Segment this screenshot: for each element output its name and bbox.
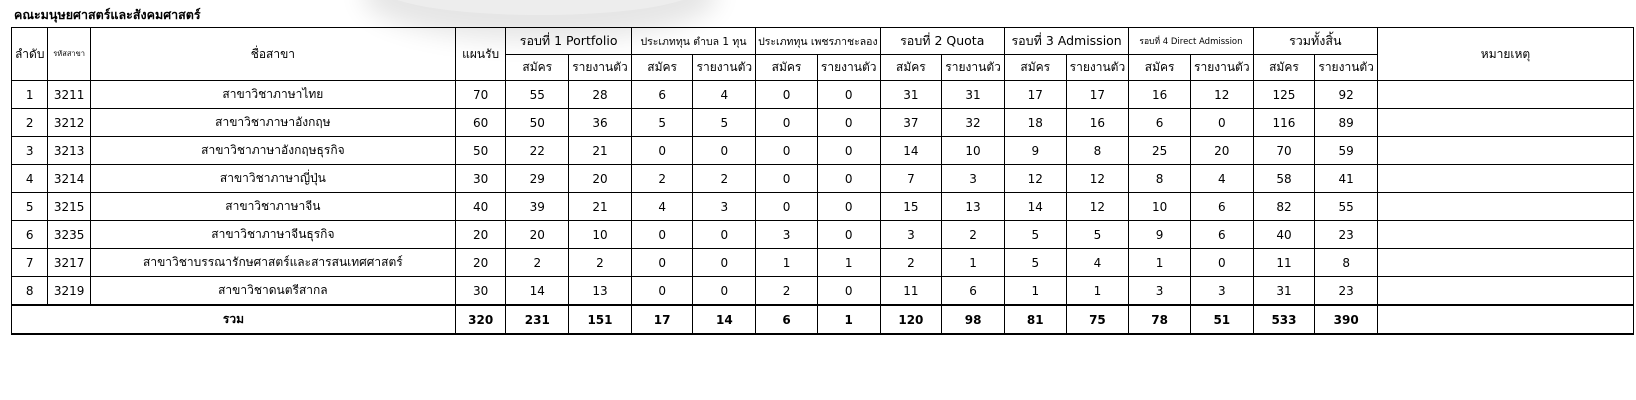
row-report-round1: 28 [569, 81, 632, 109]
row-report-tambon: 5 [693, 109, 756, 137]
row-report-round3: 17 [1066, 81, 1129, 109]
row-apply-round3: 12 [1004, 165, 1066, 193]
row-apply-round1: 50 [506, 109, 569, 137]
subheader-apply-round1: สมัคร [506, 55, 569, 81]
row-major-name: สาขาวิชาภาษาจีน [90, 193, 455, 221]
row-plan: 20 [455, 221, 506, 249]
subheader-report-total: รายงานตัว [1315, 55, 1378, 81]
row-report-tambon: 4 [693, 81, 756, 109]
row-apply-petchara: 3 [756, 221, 818, 249]
row-report-round2: 13 [942, 193, 1005, 221]
row-apply-round3: 18 [1004, 109, 1066, 137]
total-report-round1: 151 [569, 305, 632, 334]
row-report-round4: 3 [1190, 277, 1253, 306]
row-report-petchara: 0 [817, 277, 880, 306]
row-code: 3215 [48, 193, 90, 221]
row-report-petchara: 0 [817, 221, 880, 249]
row-report-round2: 2 [942, 221, 1005, 249]
row-apply-round3: 1 [1004, 277, 1066, 306]
row-report-tambon: 0 [693, 277, 756, 306]
row-report-round3: 12 [1066, 193, 1129, 221]
total-report-round2: 98 [942, 305, 1005, 334]
row-report-round3: 12 [1066, 165, 1129, 193]
row-apply-round3: 5 [1004, 249, 1066, 277]
row-report-round4: 6 [1190, 193, 1253, 221]
row-code: 3211 [48, 81, 90, 109]
row-apply-round2: 37 [880, 109, 942, 137]
subheader-apply-petchara: สมัคร [756, 55, 818, 81]
row-report-tambon: 3 [693, 193, 756, 221]
row-apply-total: 11 [1253, 249, 1315, 277]
row-remark [1378, 137, 1634, 165]
total-apply-round4: 78 [1129, 305, 1191, 334]
subheader-apply-round2: สมัคร [880, 55, 942, 81]
row-apply-round1: 14 [506, 277, 569, 306]
row-report-total: 92 [1315, 81, 1378, 109]
total-remark [1378, 305, 1634, 334]
page-title: คณะมนุษยศาสตร์และสังคมศาสตร์ [14, 7, 201, 22]
row-report-round3: 8 [1066, 137, 1129, 165]
row-remark [1378, 221, 1634, 249]
row-apply-tambon: 5 [631, 109, 693, 137]
row-apply-round2: 31 [880, 81, 942, 109]
row-report-round1: 2 [569, 249, 632, 277]
row-plan: 60 [455, 109, 506, 137]
row-major-name: สาขาวิชาดนตรีสากล [90, 277, 455, 306]
row-report-round1: 21 [569, 193, 632, 221]
total-report-round4: 51 [1190, 305, 1253, 334]
row-apply-tambon: 0 [631, 249, 693, 277]
row-remark [1378, 193, 1634, 221]
row-report-total: 89 [1315, 109, 1378, 137]
subheader-apply-tambon: สมัคร [631, 55, 693, 81]
header-round1-portfolio: รอบที่ 1 Portfolio [506, 28, 631, 55]
row-apply-round2: 14 [880, 137, 942, 165]
row-report-total: 8 [1315, 249, 1378, 277]
row-apply-round4: 10 [1129, 193, 1191, 221]
header-grand-total: รวมทั้งสิ้น [1253, 28, 1377, 55]
row-report-round3: 1 [1066, 277, 1129, 306]
row-apply-tambon: 0 [631, 277, 693, 306]
row-apply-petchara: 1 [756, 249, 818, 277]
row-apply-petchara: 0 [756, 109, 818, 137]
row-report-round2: 3 [942, 165, 1005, 193]
row-report-round2: 1 [942, 249, 1005, 277]
row-code: 3219 [48, 277, 90, 306]
row-code: 3213 [48, 137, 90, 165]
row-apply-round1: 22 [506, 137, 569, 165]
table-row [12, 165, 1634, 193]
subheader-report-petchara: รายงานตัว [817, 55, 880, 81]
row-report-petchara: 0 [817, 193, 880, 221]
row-apply-petchara: 0 [756, 137, 818, 165]
total-report-petchara: 1 [817, 305, 880, 334]
row-order: 1 [12, 81, 48, 109]
row-apply-round1: 20 [506, 221, 569, 249]
row-apply-petchara: 0 [756, 193, 818, 221]
table-row [12, 137, 1634, 165]
row-major-name: สาขาวิชาภาษาจีนธุรกิจ [90, 221, 455, 249]
subheader-report-tambon: รายงานตัว [693, 55, 756, 81]
row-report-petchara: 0 [817, 165, 880, 193]
row-order: 7 [12, 249, 48, 277]
total-apply-round3: 81 [1004, 305, 1066, 334]
row-report-round1: 20 [569, 165, 632, 193]
row-apply-round1: 55 [506, 81, 569, 109]
row-major-name: สาขาวิชาภาษาญี่ปุ่น [90, 165, 455, 193]
subheader-report-round2: รายงานตัว [942, 55, 1005, 81]
row-report-round3: 16 [1066, 109, 1129, 137]
row-report-petchara: 0 [817, 137, 880, 165]
header-round3-admission: รอบที่ 3 Admission [1004, 28, 1128, 55]
row-apply-round4: 25 [1129, 137, 1191, 165]
row-apply-total: 31 [1253, 277, 1315, 306]
header-order: ลำดับ [12, 28, 48, 81]
table-row [12, 277, 1634, 306]
total-report-tambon: 14 [693, 305, 756, 334]
total-row [12, 305, 1634, 334]
row-report-round3: 5 [1066, 221, 1129, 249]
row-apply-tambon: 6 [631, 81, 693, 109]
row-report-round1: 10 [569, 221, 632, 249]
row-report-round4: 20 [1190, 137, 1253, 165]
row-plan: 30 [455, 277, 506, 306]
row-plan: 20 [455, 249, 506, 277]
row-apply-round4: 8 [1129, 165, 1191, 193]
row-major-name: สาขาวิชาภาษาไทย [90, 81, 455, 109]
row-apply-round1: 29 [506, 165, 569, 193]
header-scholarship-petchara: ประเภททุน เพชรภาชะลอง [756, 28, 880, 55]
row-code: 3235 [48, 221, 90, 249]
row-apply-round2: 11 [880, 277, 942, 306]
table-row [12, 81, 1634, 109]
row-report-round2: 10 [942, 137, 1005, 165]
row-apply-petchara: 0 [756, 81, 818, 109]
window-shadow [380, 0, 700, 15]
row-remark [1378, 277, 1634, 306]
total-plan: 320 [455, 305, 506, 334]
row-report-petchara: 0 [817, 81, 880, 109]
header-plan: แผนรับ [455, 28, 506, 81]
row-remark [1378, 165, 1634, 193]
row-code: 3217 [48, 249, 90, 277]
row-apply-round2: 2 [880, 249, 942, 277]
row-apply-petchara: 0 [756, 165, 818, 193]
subheader-report-round1: รายงานตัว [569, 55, 632, 81]
row-plan: 70 [455, 81, 506, 109]
row-major-name: สาขาวิชาบรรณารักษศาสตร์และสารสนเทศศาสตร์ [90, 249, 455, 277]
table-row [12, 221, 1634, 249]
row-apply-total: 70 [1253, 137, 1315, 165]
row-report-round1: 36 [569, 109, 632, 137]
row-plan: 50 [455, 137, 506, 165]
total-apply-tambon: 17 [631, 305, 693, 334]
row-report-total: 55 [1315, 193, 1378, 221]
row-report-tambon: 0 [693, 221, 756, 249]
row-plan: 30 [455, 165, 506, 193]
header-round4-direct-admission: รอบที่ 4 Direct Admission [1129, 28, 1253, 55]
row-remark [1378, 249, 1634, 277]
row-apply-tambon: 0 [631, 137, 693, 165]
row-apply-round4: 16 [1129, 81, 1191, 109]
row-order: 8 [12, 277, 48, 306]
row-report-total: 59 [1315, 137, 1378, 165]
total-label: รวม [12, 305, 456, 334]
row-order: 5 [12, 193, 48, 221]
total-apply-round1: 231 [506, 305, 569, 334]
row-report-round1: 21 [569, 137, 632, 165]
row-apply-round3: 14 [1004, 193, 1066, 221]
row-major-name: สาขาวิชาภาษาอังกฤษ [90, 109, 455, 137]
header-round2-quota: รอบที่ 2 Quota [880, 28, 1004, 55]
table-row [12, 249, 1634, 277]
row-report-round1: 13 [569, 277, 632, 306]
total-apply-petchara: 6 [756, 305, 818, 334]
header-remark: หมายเหตุ [1378, 28, 1634, 81]
subheader-apply-round3: สมัคร [1004, 55, 1066, 81]
header-scholarship-tambon: ประเภททุน ตำบล 1 ทุน [631, 28, 755, 55]
row-report-tambon: 0 [693, 137, 756, 165]
table-row [12, 193, 1634, 221]
row-report-round3: 4 [1066, 249, 1129, 277]
subheader-report-round3: รายงานตัว [1066, 55, 1129, 81]
row-apply-round2: 7 [880, 165, 942, 193]
row-apply-total: 82 [1253, 193, 1315, 221]
total-report-round3: 75 [1066, 305, 1129, 334]
row-apply-round2: 15 [880, 193, 942, 221]
row-apply-petchara: 2 [756, 277, 818, 306]
total-apply-total: 533 [1253, 305, 1315, 334]
header-name: ชื่อสาขา [90, 28, 455, 81]
row-order: 3 [12, 137, 48, 165]
row-order: 2 [12, 109, 48, 137]
total-apply-round2: 120 [880, 305, 942, 334]
row-apply-round3: 9 [1004, 137, 1066, 165]
row-report-round4: 0 [1190, 249, 1253, 277]
row-plan: 40 [455, 193, 506, 221]
row-apply-total: 125 [1253, 81, 1315, 109]
row-apply-total: 58 [1253, 165, 1315, 193]
header-code: รหัสสาขา [48, 28, 90, 81]
row-apply-tambon: 0 [631, 221, 693, 249]
row-code: 3214 [48, 165, 90, 193]
row-apply-round3: 5 [1004, 221, 1066, 249]
row-apply-round4: 6 [1129, 109, 1191, 137]
row-apply-tambon: 2 [631, 165, 693, 193]
row-report-total: 23 [1315, 277, 1378, 306]
subheader-apply-round4: สมัคร [1129, 55, 1191, 81]
row-report-round4: 0 [1190, 109, 1253, 137]
row-order: 4 [12, 165, 48, 193]
row-apply-round1: 39 [506, 193, 569, 221]
row-apply-round1: 2 [506, 249, 569, 277]
row-remark [1378, 81, 1634, 109]
row-report-round4: 12 [1190, 81, 1253, 109]
row-report-total: 41 [1315, 165, 1378, 193]
row-report-round4: 4 [1190, 165, 1253, 193]
row-apply-total: 116 [1253, 109, 1315, 137]
row-remark [1378, 109, 1634, 137]
row-report-tambon: 0 [693, 249, 756, 277]
row-report-round2: 31 [942, 81, 1005, 109]
row-major-name: สาขาวิชาภาษาอังกฤษธุรกิจ [90, 137, 455, 165]
row-report-petchara: 1 [817, 249, 880, 277]
row-apply-tambon: 4 [631, 193, 693, 221]
row-apply-round4: 1 [1129, 249, 1191, 277]
row-report-round2: 32 [942, 109, 1005, 137]
row-report-round4: 6 [1190, 221, 1253, 249]
subheader-report-round4: รายงานตัว [1190, 55, 1253, 81]
row-report-round2: 6 [942, 277, 1005, 306]
row-report-total: 23 [1315, 221, 1378, 249]
row-apply-total: 40 [1253, 221, 1315, 249]
row-apply-round3: 17 [1004, 81, 1066, 109]
row-code: 3212 [48, 109, 90, 137]
table-row [12, 109, 1634, 137]
subheader-apply-total: สมัคร [1253, 55, 1315, 81]
row-apply-round2: 3 [880, 221, 942, 249]
row-apply-round4: 3 [1129, 277, 1191, 306]
row-apply-round4: 9 [1129, 221, 1191, 249]
admission-report-table [11, 27, 1634, 335]
row-report-petchara: 0 [817, 109, 880, 137]
row-order: 6 [12, 221, 48, 249]
row-report-tambon: 2 [693, 165, 756, 193]
total-report-total: 390 [1315, 305, 1378, 334]
